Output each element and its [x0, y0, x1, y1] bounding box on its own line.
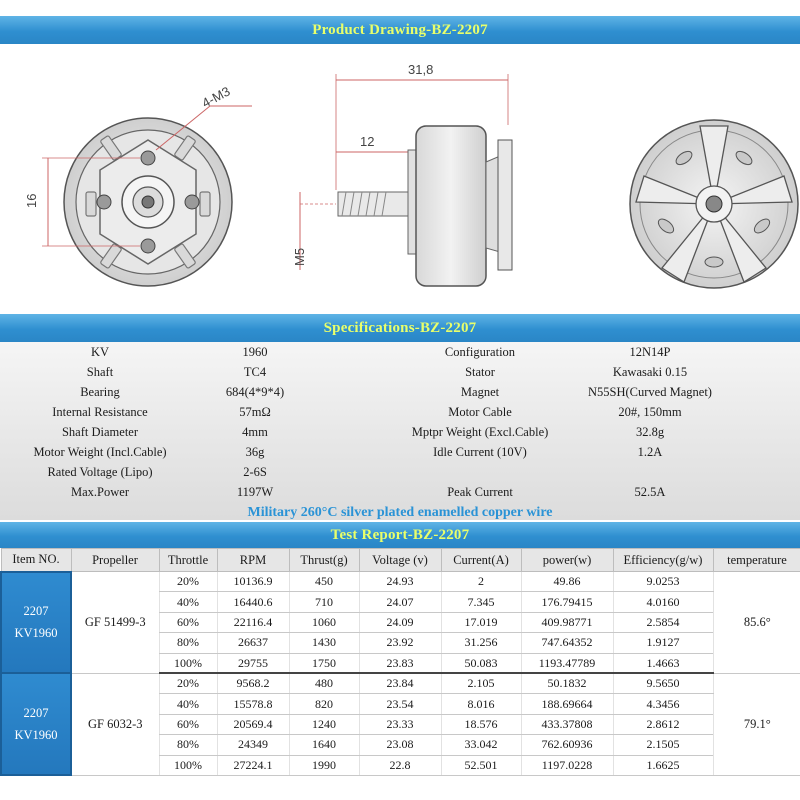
power-cell: 49.86 — [521, 572, 613, 592]
spec-label: Shaft — [86, 365, 114, 379]
efficiency-cell: 1.6625 — [613, 755, 713, 775]
efficiency-cell: 2.8612 — [613, 714, 713, 734]
efficiency-cell: 1.9127 — [613, 633, 713, 653]
thrust-cell: 1430 — [289, 633, 359, 653]
spec-label: Motor Weight (Incl.Cable) — [33, 445, 167, 459]
spec-label: Mptpr Weight (Excl.Cable) — [411, 425, 549, 439]
rpm-cell: 15578.8 — [217, 694, 289, 714]
spec-label: Peak Current — [447, 485, 513, 499]
throttle-cell: 40% — [159, 694, 217, 714]
throttle-cell: 100% — [159, 653, 217, 673]
item-kv: KV1960 — [14, 626, 58, 641]
power-cell: 176.79415 — [521, 592, 613, 612]
efficiency-cell: 4.0160 — [613, 592, 713, 612]
spec-label: Magnet — [460, 385, 500, 399]
spec-row — [0, 402, 800, 422]
spec-label: Shaft Diameter — [61, 425, 138, 439]
throttle-cell: 100% — [159, 755, 217, 775]
throttle-cell: 60% — [159, 714, 217, 734]
spec-label: Bearing — [80, 385, 120, 399]
power-cell: 762.60936 — [521, 735, 613, 755]
voltage-cell: 24.07 — [359, 592, 441, 612]
side-view — [292, 62, 512, 286]
spec-value: Kawasaki 0.15 — [612, 365, 688, 379]
current-cell: 50.083 — [441, 653, 521, 673]
motor-drawing-svg — [0, 44, 800, 314]
test-report-banner: Test Report-BZ-2207 — [0, 522, 800, 548]
current-cell: 18.576 — [441, 714, 521, 734]
column-header: power(w) — [521, 549, 613, 572]
temperature-cell: 79.1° — [713, 673, 800, 775]
table-row — [1, 673, 800, 693]
test-report-table — [0, 548, 800, 776]
item-model: 2207 — [23, 604, 49, 619]
item-model: 2207 — [23, 706, 49, 721]
thrust-cell: 710 — [289, 592, 359, 612]
thrust-cell: 1990 — [289, 755, 359, 775]
thrust-cell: 450 — [289, 572, 359, 592]
spec-value: 4mm — [242, 425, 268, 439]
column-header: Voltage (v) — [359, 549, 441, 572]
rpm-cell: 20569.4 — [217, 714, 289, 734]
rpm-cell: 27224.1 — [217, 755, 289, 775]
spec-label: Stator — [465, 365, 495, 379]
spec-row — [0, 482, 800, 502]
spec-label: Configuration — [444, 345, 516, 359]
propeller-cell: GF 6032-3 — [71, 673, 159, 775]
spec-value: 32.8g — [635, 425, 665, 439]
spec-row — [0, 422, 800, 442]
efficiency-cell: 9.5650 — [613, 673, 713, 693]
efficiency-cell: 2.5854 — [613, 612, 713, 632]
rpm-cell: 10136.9 — [217, 572, 289, 592]
spec-value: 12N14P — [629, 345, 671, 359]
power-cell: 1193.47789 — [521, 653, 613, 673]
current-cell: 2 — [441, 572, 521, 592]
voltage-cell: 23.08 — [359, 735, 441, 755]
current-cell: 8.016 — [441, 694, 521, 714]
spec-value: 1960 — [242, 345, 268, 359]
throttle-cell: 80% — [159, 735, 217, 755]
column-header: temperature — [713, 549, 800, 572]
power-cell: 409.98771 — [521, 612, 613, 632]
voltage-cell: 22.8 — [359, 755, 441, 775]
voltage-cell: 23.84 — [359, 673, 441, 693]
item-number-cell — [1, 572, 71, 674]
spec-value: 2-6S — [243, 465, 267, 479]
spec-row — [0, 462, 800, 482]
top-view — [630, 120, 798, 288]
spec-row — [0, 442, 800, 462]
product-drawing-banner: Product Drawing-BZ-2207 — [0, 16, 800, 44]
throttle-cell: 60% — [159, 612, 217, 632]
shaft-length-label: 12 — [360, 134, 375, 149]
current-cell: 2.105 — [441, 673, 521, 693]
spec-value: 1197W — [236, 485, 274, 499]
thrust-cell: 1640 — [289, 735, 359, 755]
spec-value: 20#, 150mm — [618, 405, 682, 419]
spec-value: 52.5A — [634, 485, 666, 499]
spec-label: KV — [90, 345, 110, 359]
spec-row — [0, 382, 800, 402]
specifications-banner: Specifications-BZ-2207 — [0, 314, 800, 342]
rpm-cell: 16440.6 — [217, 592, 289, 612]
column-header: Propeller — [71, 549, 159, 572]
spec-row — [0, 362, 800, 382]
bottom-view — [24, 83, 252, 286]
item-number-cell — [1, 673, 71, 775]
current-cell: 31.256 — [441, 633, 521, 653]
rpm-cell: 24349 — [217, 735, 289, 755]
specifications-panel — [0, 342, 800, 520]
column-header: Current(A) — [441, 549, 521, 572]
power-cell: 433.37808 — [521, 714, 613, 734]
power-cell: 50.1832 — [521, 673, 613, 693]
efficiency-cell: 4.3456 — [613, 694, 713, 714]
spec-value: 57mΩ — [239, 405, 271, 419]
throttle-cell: 20% — [159, 572, 217, 592]
thrust-cell: 1060 — [289, 612, 359, 632]
voltage-cell: 23.33 — [359, 714, 441, 734]
current-cell: 52.501 — [441, 755, 521, 775]
efficiency-cell: 1.4663 — [613, 653, 713, 673]
efficiency-cell: 9.0253 — [613, 572, 713, 592]
thread-label: M5 — [292, 247, 307, 266]
current-cell: 17.019 — [441, 612, 521, 632]
mount-spacing-label: 16 — [24, 193, 39, 208]
spec-value: 36g — [245, 445, 265, 459]
rpm-cell: 29755 — [217, 653, 289, 673]
efficiency-cell: 2.1505 — [613, 735, 713, 755]
spec-label: Max.Power — [71, 485, 129, 499]
table-row — [1, 572, 800, 592]
column-header: Thrust(g) — [289, 549, 359, 572]
copper-wire-note: Military 260°C silver plated enamelled copper wire — [247, 505, 553, 520]
power-cell: 1197.0228 — [521, 755, 613, 775]
product-drawing — [0, 44, 800, 314]
power-cell: 747.64352 — [521, 633, 613, 653]
voltage-cell: 23.83 — [359, 653, 441, 673]
column-header: RPM — [217, 549, 289, 572]
throttle-cell: 80% — [159, 633, 217, 653]
rpm-cell: 22116.4 — [217, 612, 289, 632]
spec-row — [0, 342, 800, 362]
spec-label: Idle Current (10V) — [433, 445, 527, 459]
column-header: Efficiency(g/w) — [613, 549, 713, 572]
voltage-cell: 24.93 — [359, 572, 441, 592]
spec-value: N55SH(Curved Magnet) — [588, 385, 712, 399]
thrust-cell: 820 — [289, 694, 359, 714]
current-cell: 7.345 — [441, 592, 521, 612]
thrust-cell: 1750 — [289, 653, 359, 673]
current-cell: 33.042 — [441, 735, 521, 755]
thrust-cell: 480 — [289, 673, 359, 693]
column-header: Item NO. — [1, 549, 71, 572]
thrust-cell: 1240 — [289, 714, 359, 734]
propeller-cell: GF 51499-3 — [71, 572, 159, 674]
spec-value: 1.2A — [637, 445, 663, 459]
voltage-cell: 24.09 — [359, 612, 441, 632]
length-label: 31,8 — [408, 62, 434, 77]
voltage-cell: 23.92 — [359, 633, 441, 653]
rpm-cell: 9568.2 — [217, 673, 289, 693]
throttle-cell: 20% — [159, 673, 217, 693]
spec-value: TC4 — [243, 365, 267, 379]
mount-hole-label: 4-M3 — [199, 83, 233, 111]
spec-label: Internal Resistance — [52, 405, 148, 419]
temperature-cell: 85.6° — [713, 572, 800, 674]
spec-label: Rated Voltage (Lipo) — [47, 465, 153, 479]
power-cell: 188.69664 — [521, 694, 613, 714]
column-header: Throttle — [159, 549, 217, 572]
table-header-row — [1, 549, 800, 572]
spec-value: 684(4*9*4) — [225, 385, 285, 399]
rpm-cell: 26637 — [217, 633, 289, 653]
item-kv: KV1960 — [14, 728, 58, 743]
voltage-cell: 23.54 — [359, 694, 441, 714]
throttle-cell: 40% — [159, 592, 217, 612]
spec-label: Motor Cable — [448, 405, 512, 419]
